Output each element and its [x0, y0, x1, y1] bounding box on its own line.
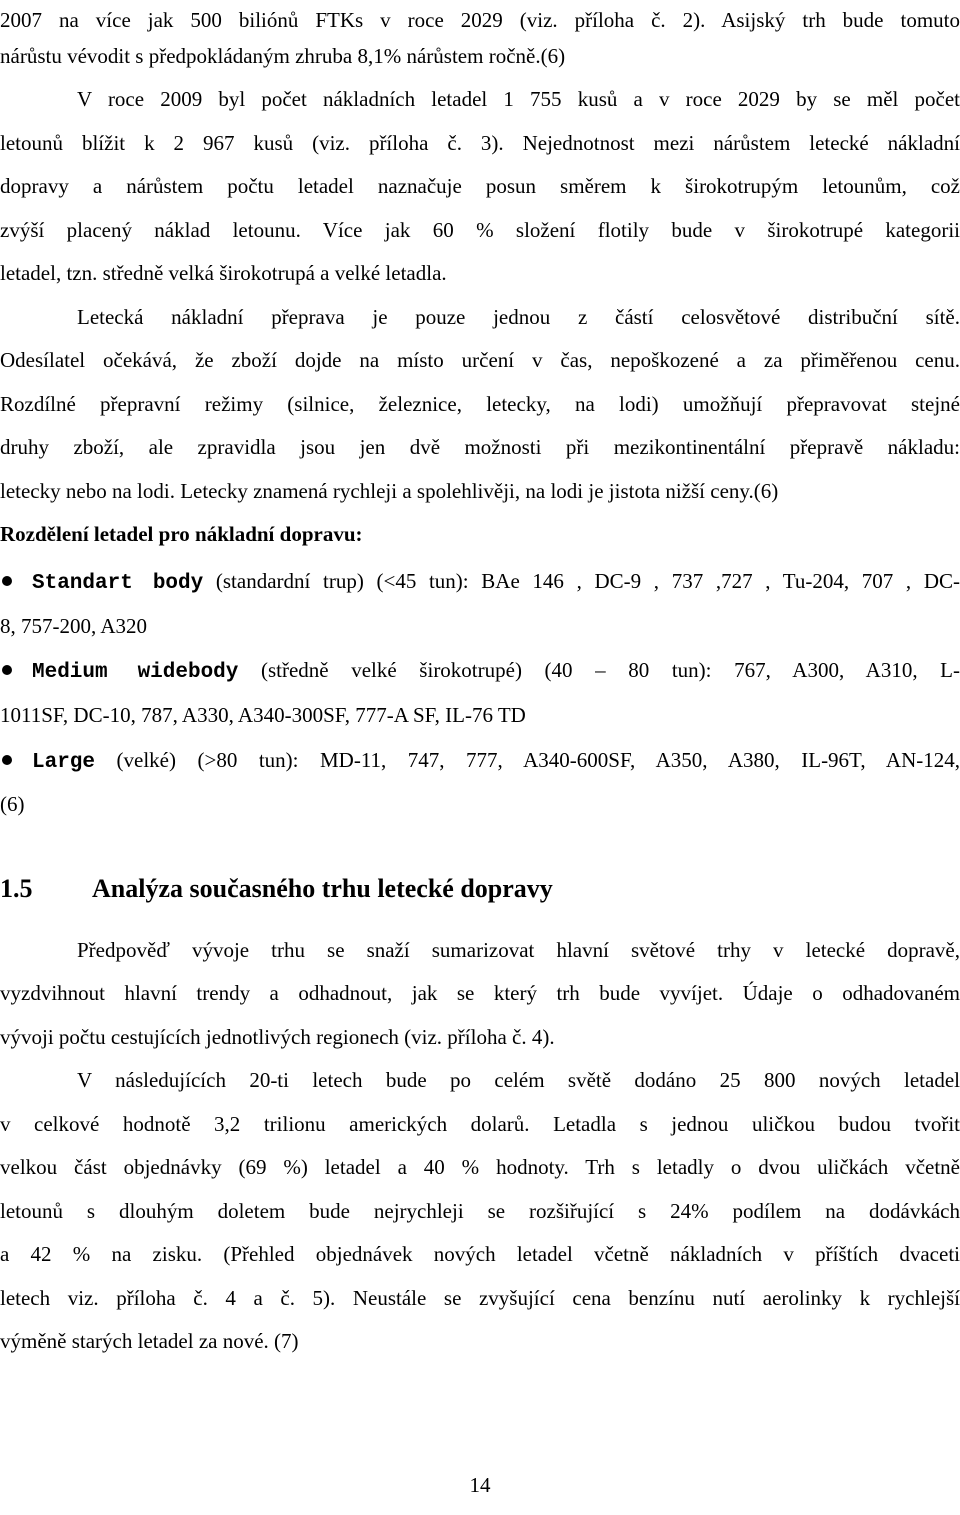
bullet-term: Medium widebody [32, 661, 239, 684]
bullet-icon [2, 755, 12, 765]
section-heading [0, 864, 553, 914]
bullet-continuation: 1011SF, DC-10, 787, A330, A340-300SF, 777-A SF, IL-76 TD [0, 703, 526, 727]
bullet-continuation: (6) [0, 792, 25, 816]
bullet-item [0, 650, 960, 690]
paragraph-line: letounů s dlouhým doletem bude nejrychleji se rozšiřující s 24% podílem na dodávkách [0, 1199, 960, 1223]
paragraph-line: V roce 2009 byl počet nákladních letadel 1 755 kusů a v roce 2029 by se měl počet [77, 87, 960, 111]
paragraph-line: Odesílatel očekává, že zboží dojde na místo určení v čas, nepoškozené a za přiměřenou cenu. [0, 348, 960, 372]
paragraph-line: letech viz. příloha č. 4 a č. 5). Neustále se zvyšující cena benzínu nutí aerolinky k rychlejší [0, 1286, 960, 1310]
paragraph-line: Letecká nákladní přeprava je pouze jednou z částí celosvětové distribuční sítě. [77, 305, 960, 329]
bullet-text: (velké) (>80 tun): MD-11, 747, 777, A340-600SF, A350, A380, IL-96T, AN-124, [95, 748, 960, 772]
bullet-term: Standart body [32, 572, 204, 595]
bullet-text: (standardní trup) (<45 tun): BAe 146 , DC-9 , 737 ,727 , Tu-204, 707 , DC- [203, 569, 960, 593]
bullet-icon [2, 576, 12, 586]
paragraph-line: letounů blížit k 2 967 kusů (viz. příloha č. 3). Nejednotnost mezi nárůstem letecké nákladní [0, 131, 960, 155]
section-number: 1.5 [0, 874, 33, 903]
paragraph-line: a 42 % na zisku. (Přehled objednávek nových letadel včetně nákladních v příštích dvaceti [0, 1242, 960, 1266]
page-number: 14 [469, 1473, 491, 1497]
paragraph-line: v celkové hodnotě 3,2 trilionu amerických dolarů. Letadla s jednou uličkou budou tvořit [0, 1112, 960, 1136]
paragraph-line: zvýší placený náklad letounu. Více jak 60 % složení flotily bude v širokotrupé kategorii [0, 218, 960, 242]
section-title: Analýza současného trhu letecké dopravy [92, 874, 553, 903]
bullet-item [0, 561, 960, 601]
bullet-term: Large [32, 751, 96, 774]
paragraph-line: výměně starých letadel za nové. (7) [0, 1329, 299, 1353]
paragraph-line: druhy zboží, ale zpravidla jsou jen dvě možnosti při mezikontinentální přepravě nákladu: [0, 435, 960, 459]
paragraph-line: letecky nebo na lodi. Letecky znamená rychleji a spolehlivěji, na lodi je jistota nižší ceny.(6) [0, 479, 779, 503]
paragraph-line: Předpověď vývoje trhu se snaží sumarizovat hlavní světové trhy v letecké dopravě, [77, 938, 960, 962]
paragraph-line: 2007 na více jak 500 biliónů FTKs v roce 2029 (viz. příloha č. 2). Asijský trh bude tomuto [0, 8, 960, 32]
paragraph-line: V následujících 20-ti letech bude po celém světě dodáno 25 800 nových letadel [77, 1068, 960, 1092]
bullet-continuation: 8, 757-200, A320 [0, 614, 147, 638]
paragraph-line: velkou část objednávky (69 %) letadel a 40 % hodnoty. Trh s letadly o dvou uličkách včetně [0, 1155, 960, 1179]
paragraph-line: Rozdílné přepravní režimy (silnice, železnice, letecky, na lodi) umožňují přepravovat stejné [0, 392, 960, 416]
bullet-text: (středně velké širokotrupé) (40 – 80 tun): 767, A300, A310, L- [238, 658, 960, 682]
paragraph-line: letadel, tzn. středně velká širokotrupá a velké letadla. [0, 261, 447, 285]
bullet-icon [2, 665, 12, 675]
division-heading: Rozdělení letadel pro nákladní dopravu: [0, 522, 363, 546]
bullet-item [0, 740, 960, 780]
paragraph-line: nárůstu vévodit s předpokládaným zhruba 8,1% nárůstem ročně.(6) [0, 44, 566, 68]
paragraph-line: vývoji počtu cestujících jednotlivých regionech (viz. příloha č. 4). [0, 1025, 555, 1049]
paragraph-line: dopravy a nárůstem počtu letadel naznačuje posun směrem k širokotrupým letounům, což [0, 174, 960, 198]
paragraph-line: vyzdvihnout hlavní trendy a odhadnout, jak se který trh bude vyvíjet. Údaje o odhadovaném [0, 981, 960, 1005]
